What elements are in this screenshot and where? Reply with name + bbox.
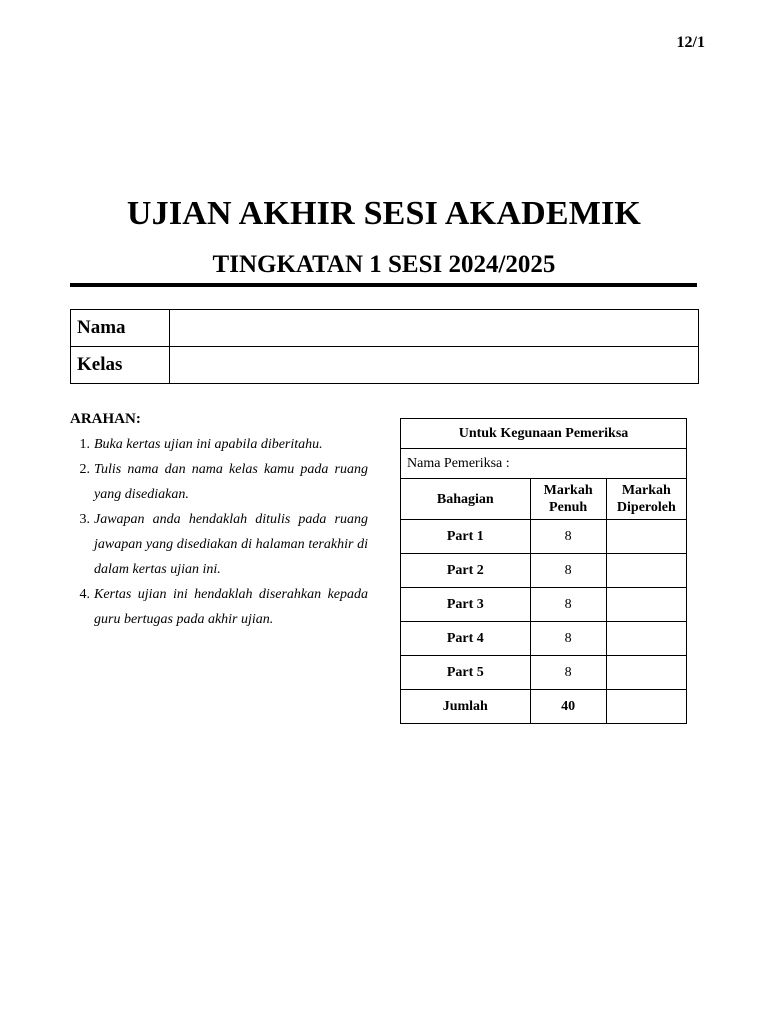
title-divider	[70, 283, 697, 287]
name-row	[71, 310, 699, 347]
column-header-section: Bahagian	[401, 479, 531, 520]
column-header-obtained-marks	[606, 479, 686, 520]
full-marks-line1: Markah	[543, 483, 593, 498]
instruction-text: Tulis nama dan nama kelas kamu pada ruang yang disediakan.	[94, 462, 368, 502]
section-cell: Part 4	[401, 622, 531, 656]
examiner-table	[400, 418, 687, 724]
obtained-marks-cell[interactable]	[606, 554, 686, 588]
class-field[interactable]	[170, 347, 699, 384]
section-cell: Part 3	[401, 588, 531, 622]
total-full-marks: 40	[530, 690, 606, 724]
section-cell: Part 1	[401, 520, 531, 554]
full-marks-cell: 8	[530, 622, 606, 656]
instruction-item	[70, 457, 368, 507]
instruction-item	[70, 432, 368, 457]
page-subtitle: TINGKATAN 1 SESI 2024/2025	[212, 251, 556, 278]
table-row	[401, 520, 687, 554]
section-cell: Part 5	[401, 656, 531, 690]
full-marks-cell: 8	[530, 588, 606, 622]
table-row	[401, 554, 687, 588]
table-row	[401, 656, 687, 690]
obtained-marks-cell[interactable]	[606, 656, 686, 690]
full-marks-cell: 8	[530, 554, 606, 588]
obtained-marks-line1: Markah	[621, 483, 671, 498]
name-field[interactable]	[170, 310, 699, 347]
obtained-marks-cell[interactable]	[606, 588, 686, 622]
table-row	[401, 588, 687, 622]
obtained-marks-cell[interactable]	[606, 622, 686, 656]
page-code: 12/1	[676, 34, 705, 51]
instruction-number: 1.	[79, 437, 90, 452]
instruction-number: 2.	[79, 462, 90, 477]
instruction-number: 3.	[79, 512, 90, 527]
obtained-marks-cell[interactable]	[606, 520, 686, 554]
examiner-table-title: Untuk Kegunaan Pemeriksa	[401, 419, 687, 449]
instruction-item	[70, 582, 368, 632]
total-row	[401, 690, 687, 724]
table-row	[401, 622, 687, 656]
class-row	[71, 347, 699, 384]
obtained-marks-line2: Diperoleh	[616, 500, 676, 515]
instruction-number: 4.	[79, 587, 90, 602]
examiner-name-field[interactable]: Nama Pemeriksa :	[401, 449, 687, 479]
column-header-full-marks	[530, 479, 606, 520]
page-title: UJIAN AKHIR SESI AKADEMIK	[126, 195, 642, 232]
full-marks-line2: Penuh	[549, 500, 588, 515]
instruction-text: Buka kertas ujian ini apabila diberitahu.	[94, 437, 323, 452]
full-marks-cell: 8	[530, 656, 606, 690]
instruction-item	[70, 507, 368, 582]
full-marks-cell: 8	[530, 520, 606, 554]
class-label: Kelas	[71, 347, 170, 384]
student-info-table	[70, 309, 699, 384]
instruction-text: Kertas ujian ini hendaklah diserahkan kepada guru bertugas pada akhir ujian.	[94, 587, 368, 627]
instruction-text: Jawapan anda hendaklah ditulis pada ruang jawapan yang disediakan di halaman terakhir di dalam kertas ujian ini.	[94, 512, 368, 577]
instructions-list	[70, 432, 368, 632]
total-obtained-marks[interactable]	[606, 690, 686, 724]
name-label: Nama	[71, 310, 170, 347]
section-cell: Part 2	[401, 554, 531, 588]
total-label: Jumlah	[401, 690, 531, 724]
instructions-heading: ARAHAN:	[70, 411, 141, 427]
instructions-section	[70, 411, 368, 632]
